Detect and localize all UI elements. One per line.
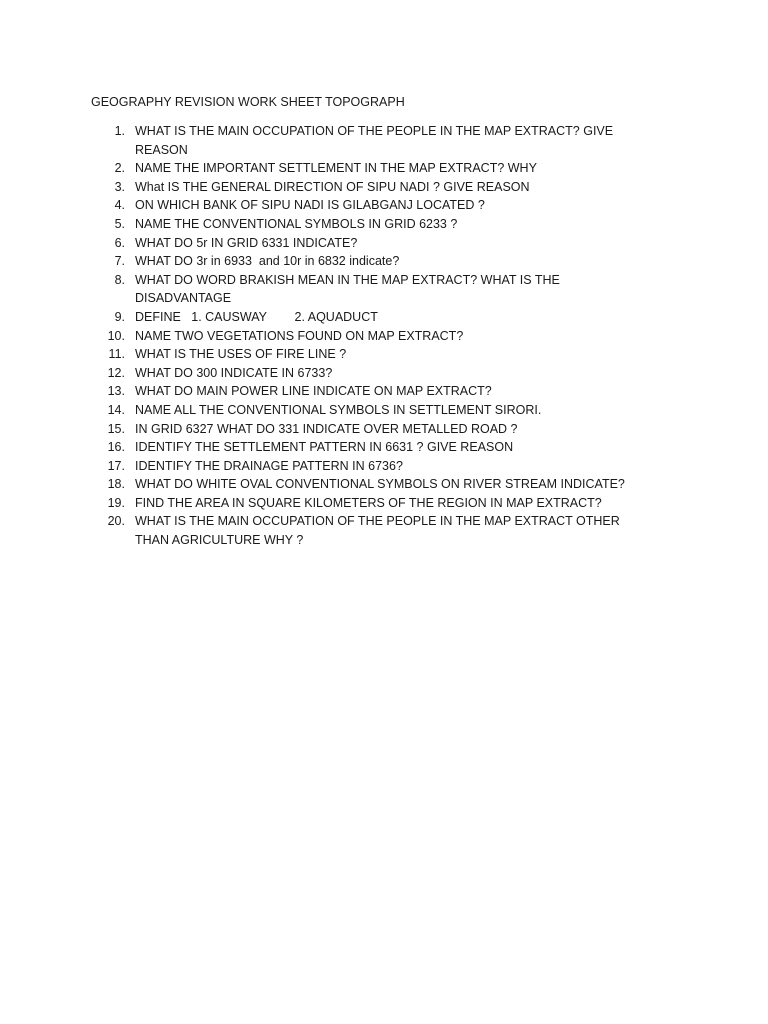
list-item: [91, 327, 651, 346]
question-number: 18.: [107, 477, 125, 492]
question-number: 17.: [107, 458, 125, 473]
list-item: [91, 252, 651, 271]
question-text: WHAT DO MAIN POWER LINE INDICATE ON MAP EXTRACT?: [135, 384, 492, 399]
question-text: WHAT DO 3r in 6933 and 10r in 6832 indicate?: [135, 254, 400, 269]
question-number: 13.: [107, 384, 125, 399]
question-number: 16.: [107, 440, 125, 455]
list-item: [91, 401, 651, 420]
question-number: 6.: [114, 235, 125, 250]
question-text: WHAT DO 5r IN GRID 6331 INDICATE?: [135, 235, 358, 250]
question-number: 19.: [107, 495, 125, 510]
page-title: GEOGRAPHY REVISION WORK SHEET TOPOGRAPH: [91, 95, 405, 109]
list-item: [91, 457, 651, 476]
question-number: 7.: [114, 254, 125, 269]
list-item: [91, 308, 651, 327]
question-list: [91, 122, 651, 550]
list-item: [91, 271, 651, 308]
question-text: IN GRID 6327 WHAT DO 331 INDICATE OVER METALLED ROAD ?: [135, 421, 518, 436]
question-text: IDENTIFY THE SETTLEMENT PATTERN IN 6631 ? GIVE REASON: [135, 440, 514, 455]
list-item: [91, 438, 651, 457]
question-number: 9.: [114, 309, 125, 324]
question-number: 8.: [114, 272, 125, 287]
list-item: [91, 494, 651, 513]
question-text: NAME TWO VEGETATIONS FOUND ON MAP EXTRACT?: [135, 328, 464, 343]
question-text: WHAT IS THE USES OF FIRE LINE ?: [135, 347, 347, 362]
question-text: NAME THE CONVENTIONAL SYMBOLS IN GRID 6233 ?: [135, 216, 458, 231]
question-text: WHAT IS THE MAIN OCCUPATION OF THE PEOPLE IN THE MAP EXTRACT? GIVE REASON: [135, 124, 617, 157]
list-item: [91, 475, 651, 494]
question-text: WHAT DO WHITE OVAL CONVENTIONAL SYMBOLS ON RIVER STREAM INDICATE?: [135, 477, 625, 492]
list-item: [91, 196, 651, 215]
list-item: [91, 364, 651, 383]
question-text: WHAT DO 300 INDICATE IN 6733?: [135, 365, 333, 380]
list-item: [91, 234, 651, 253]
question-text: NAME THE IMPORTANT SETTLEMENT IN THE MAP EXTRACT? WHY: [135, 161, 537, 176]
list-item: [91, 345, 651, 364]
question-number: 5.: [114, 216, 125, 231]
question-number: 15.: [107, 421, 125, 436]
question-text: WHAT IS THE MAIN OCCUPATION OF THE PEOPLE IN THE MAP EXTRACT OTHER THAN AGRICULTURE WHY ?: [135, 514, 624, 548]
question-text: What IS THE GENERAL DIRECTION OF SIPU NADI ? GIVE REASON: [135, 179, 530, 194]
question-number: 14.: [107, 402, 125, 417]
question-number: 4.: [114, 198, 125, 213]
question-number: 1.: [114, 124, 125, 138]
list-item: [91, 382, 651, 401]
question-text: NAME ALL THE CONVENTIONAL SYMBOLS IN SETTLEMENT SIRORI.: [135, 402, 542, 417]
list-item: [91, 122, 651, 159]
question-number: 3.: [114, 179, 125, 194]
list-item: [91, 512, 651, 549]
list-item: [91, 420, 651, 439]
list-item: [91, 159, 651, 178]
question-text: IDENTIFY THE DRAINAGE PATTERN IN 6736?: [135, 458, 403, 473]
question-number: 20.: [107, 514, 125, 529]
question-number: 11.: [108, 347, 125, 362]
question-number: 10.: [107, 328, 125, 343]
question-text: DEFINE 1. CAUSWAY 2. AQUADUCT: [135, 309, 378, 324]
question-number: 2.: [114, 161, 125, 176]
question-text: FIND THE AREA IN SQUARE KILOMETERS OF THE REGION IN MAP EXTRACT?: [135, 495, 602, 510]
list-item: [91, 215, 651, 234]
question-text: WHAT DO WORD BRAKISH MEAN IN THE MAP EXTRACT? WHAT IS THE DISADVANTAGE: [135, 272, 564, 306]
question-number: 12.: [107, 365, 125, 380]
list-item: [91, 178, 651, 197]
question-text: ON WHICH BANK OF SIPU NADI IS GILABGANJ LOCATED ?: [135, 198, 485, 213]
